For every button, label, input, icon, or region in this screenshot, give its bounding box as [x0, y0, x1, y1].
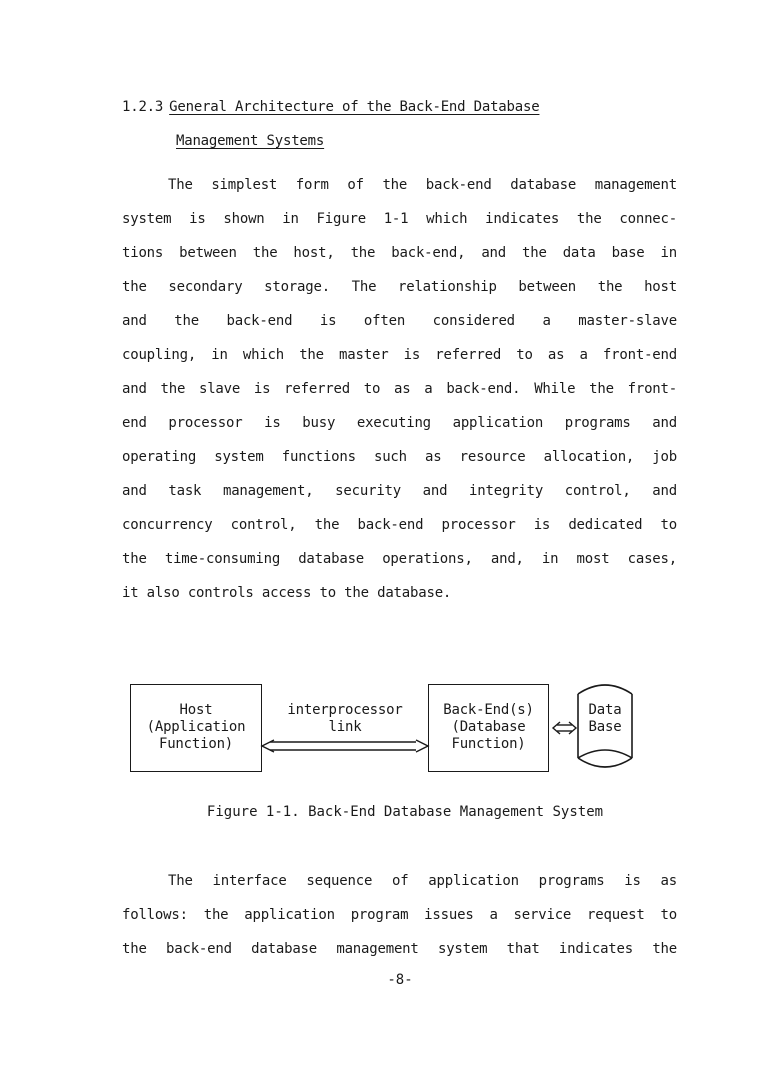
text-line: The simplest form of the back-end database management [168, 177, 677, 193]
text-line: the back-end database management system that indicates the [122, 941, 677, 957]
text-line: tions between the host, the back-end, and the data base in [122, 245, 677, 261]
page-number: -8- [387, 972, 413, 988]
text-line: the time-consuming database operations, and, in most cases, [122, 551, 677, 567]
text-line: the secondary storage. The relationship between the host [122, 279, 677, 295]
text-line: coupling, in which the master is referred to as a front-end [122, 347, 677, 363]
host-label: Host (Application Function) [146, 702, 246, 752]
paragraph-2 [122, 864, 677, 966]
text-line: and the back-end is often considered a master-slave [122, 313, 677, 329]
text-line: concurrency control, the back-end processor is dedicated to [122, 517, 677, 533]
section-title-line2: Management Systems [176, 133, 325, 149]
database-label: Data Base [588, 702, 622, 735]
link-label: interprocessor link [287, 702, 403, 735]
text-line: system is shown in Figure 1-1 which indicates the connec- [122, 211, 677, 227]
backend-label: Back-End(s) (Database Function) [443, 702, 534, 752]
text-line: and task management, security and integrity control, and [122, 483, 677, 499]
text-line: end processor is busy executing application programs and [122, 415, 677, 431]
section-number: 1.2.3 [122, 99, 164, 115]
link-arrow [262, 740, 428, 752]
text-line: follows: the application program issues a service request to [122, 907, 677, 923]
text-line: The interface sequence of application programs is as [168, 873, 677, 889]
text-line: and the slave is referred to as a back-end. While the front- [122, 381, 677, 397]
text-line: operating system functions such as resource allocation, job [122, 449, 677, 465]
db-arrow [553, 722, 576, 734]
figure-caption: Figure 1-1. Back-End Database Management System [206, 804, 604, 820]
text-line: it also controls access to the database. [122, 585, 452, 601]
section-title-line1: General Architecture of the Back-End Database [169, 99, 540, 115]
